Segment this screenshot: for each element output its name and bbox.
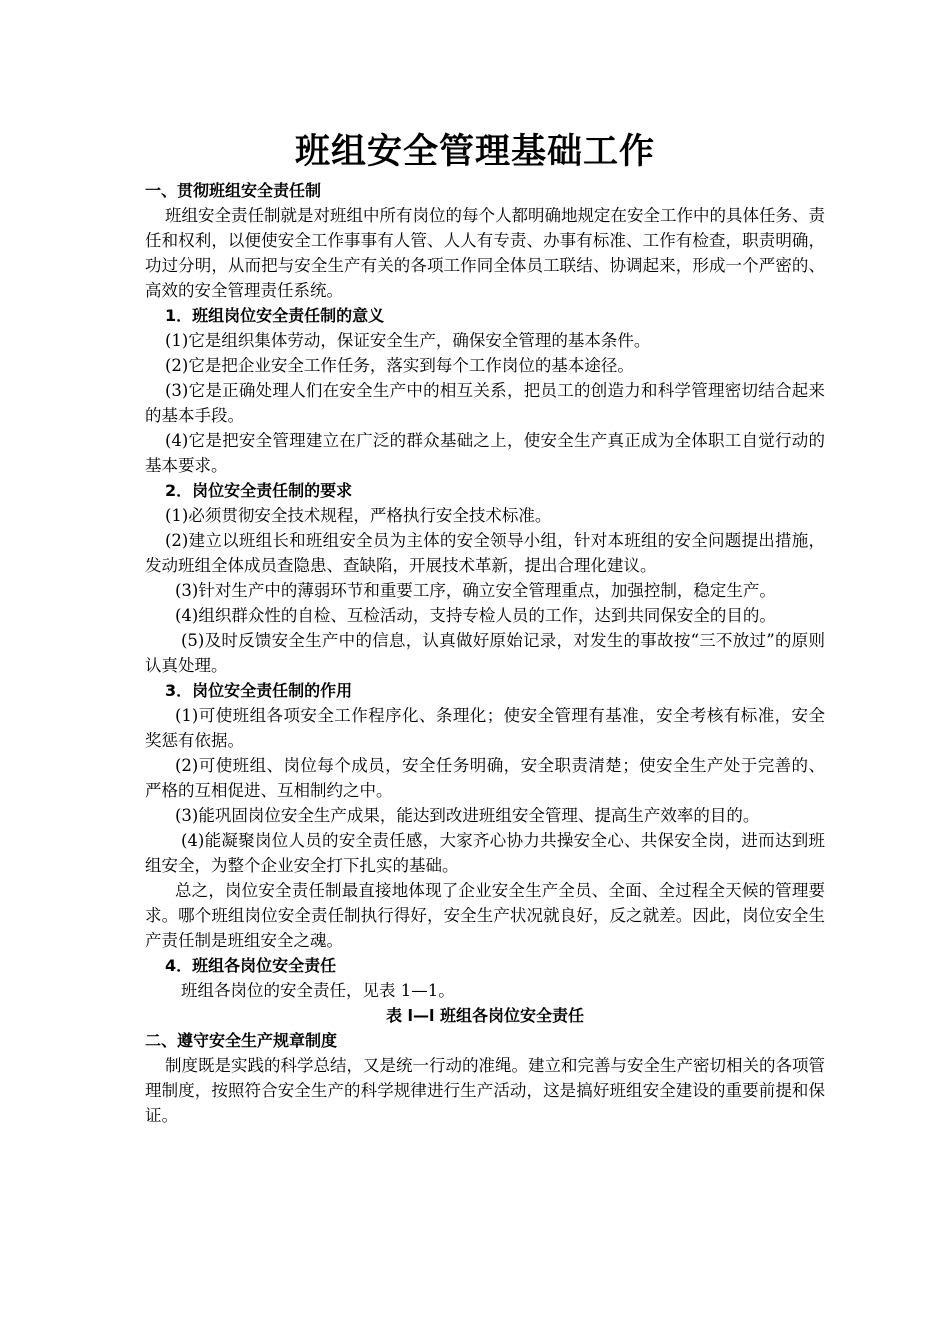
page-title: 班组安全管理基础工作 — [294, 132, 655, 172]
paragraph: (1)它是组织集体劳动，保证安全生产，确保安全管理的基本条件。 — [165, 331, 651, 350]
section-heading: 3．岗位安全责任制的作用 — [165, 681, 353, 700]
section-heading: 一、贯彻班组安全责任制 — [145, 181, 322, 200]
paragraph: 班组安全责任制就是对班组中所有岗位的每个人都明确地规定在安全工作中的具体任务、责任和权利，以便使安全工作事事有人管、人人有专责、办事有标准、工作有检查，职责明确，功过分明，从而把与安全生产有关的各项工作同全体员工联结、协调起来，形成一个严密的、高效的安全管理责任系统。 — [145, 206, 825, 300]
paragraph: (4)组织群众性的自检、互检活动，支持专检人员的工作，达到共同保安全的目的。 — [175, 606, 776, 625]
paragraph: 制度既是实践的科学总结，又是统一行动的准绳。建立和完善与安全生产密切相关的各项管理制度，按照符合安全生产的科学规律进行生产活动，这是搞好班组安全建设的重要前提和保证。 — [145, 1056, 825, 1125]
paragraph: (1)必须贯彻安全技术规程，严格执行安全技术标准。 — [165, 506, 552, 525]
paragraph: 总之，岗位安全责任制最直接地体现了企业安全生产全员、全面、全过程全天候的管理要求。哪个班组岗位安全责任制执行得好，安全生产状况就良好，反之就差。因此，岗位安全生产责任制是班组安全之魂。 — [145, 881, 825, 950]
section-heading: 二、遵守安全生产规章制度 — [145, 1031, 338, 1050]
section-heading: 4．班组各岗位安全责任 — [165, 956, 337, 975]
paragraph: (2)可使班组、岗位每个成员，安全任务明确，安全职责清楚；使安全生产处于完善的、严格的互相促进、互相制约之中。 — [145, 756, 825, 800]
document-body — [145, 178, 825, 1128]
paragraph: (4)能凝聚岗位人员的安全责任感，大家齐心协力共操安全心、共保安全岗，进而达到班组安全，为整个企业安全打下扎实的基础。 — [145, 831, 825, 875]
paragraph: (5)及时反馈安全生产中的信息，认真做好原始记录，对发生的事故按“三不放过”的原则认真处理。 — [145, 631, 825, 675]
paragraph: (2)它是把企业安全工作任务，落实到每个工作岗位的基本途径。 — [165, 356, 634, 375]
section-heading: 2．岗位安全责任制的要求 — [165, 481, 353, 500]
paragraph: (3)能巩固岗位安全生产成果，能达到改进班组安全管理、提高生产效率的目的。 — [175, 806, 760, 825]
paragraph: (3)针对生产中的薄弱环节和重要工序，确立安全管理重点，加强控制，稳定生产。 — [175, 581, 776, 600]
paragraph: (3)它是正确处理人们在安全生产中的相互关系，把员工的创造力和科学管理密切结合起来的基本手段。 — [145, 381, 825, 425]
table-caption: 表 l—l 班组各岗位安全责任 — [385, 1006, 585, 1025]
paragraph: (2)建立以班组长和班组安全员为主体的安全领导小组，针对本班组的安全问题提出措施，发动班组全体成员查隐患、查缺陷，开展技术革新，提出合理化建议。 — [145, 531, 825, 575]
paragraph: (4)它是把安全管理建立在广泛的群众基础之上，使安全生产真正成为全体职工自觉行动的基本要求。 — [145, 431, 825, 475]
paragraph: 班组各岗位的安全责任，见表 1—1。 — [181, 981, 455, 1000]
paragraph: (1)可使班组各项安全工作程序化、条理化；使安全管理有基准，安全考核有标准，安全奖惩有依据。 — [145, 706, 825, 750]
section-heading: 1．班组岗位安全责任制的意义 — [165, 306, 385, 325]
